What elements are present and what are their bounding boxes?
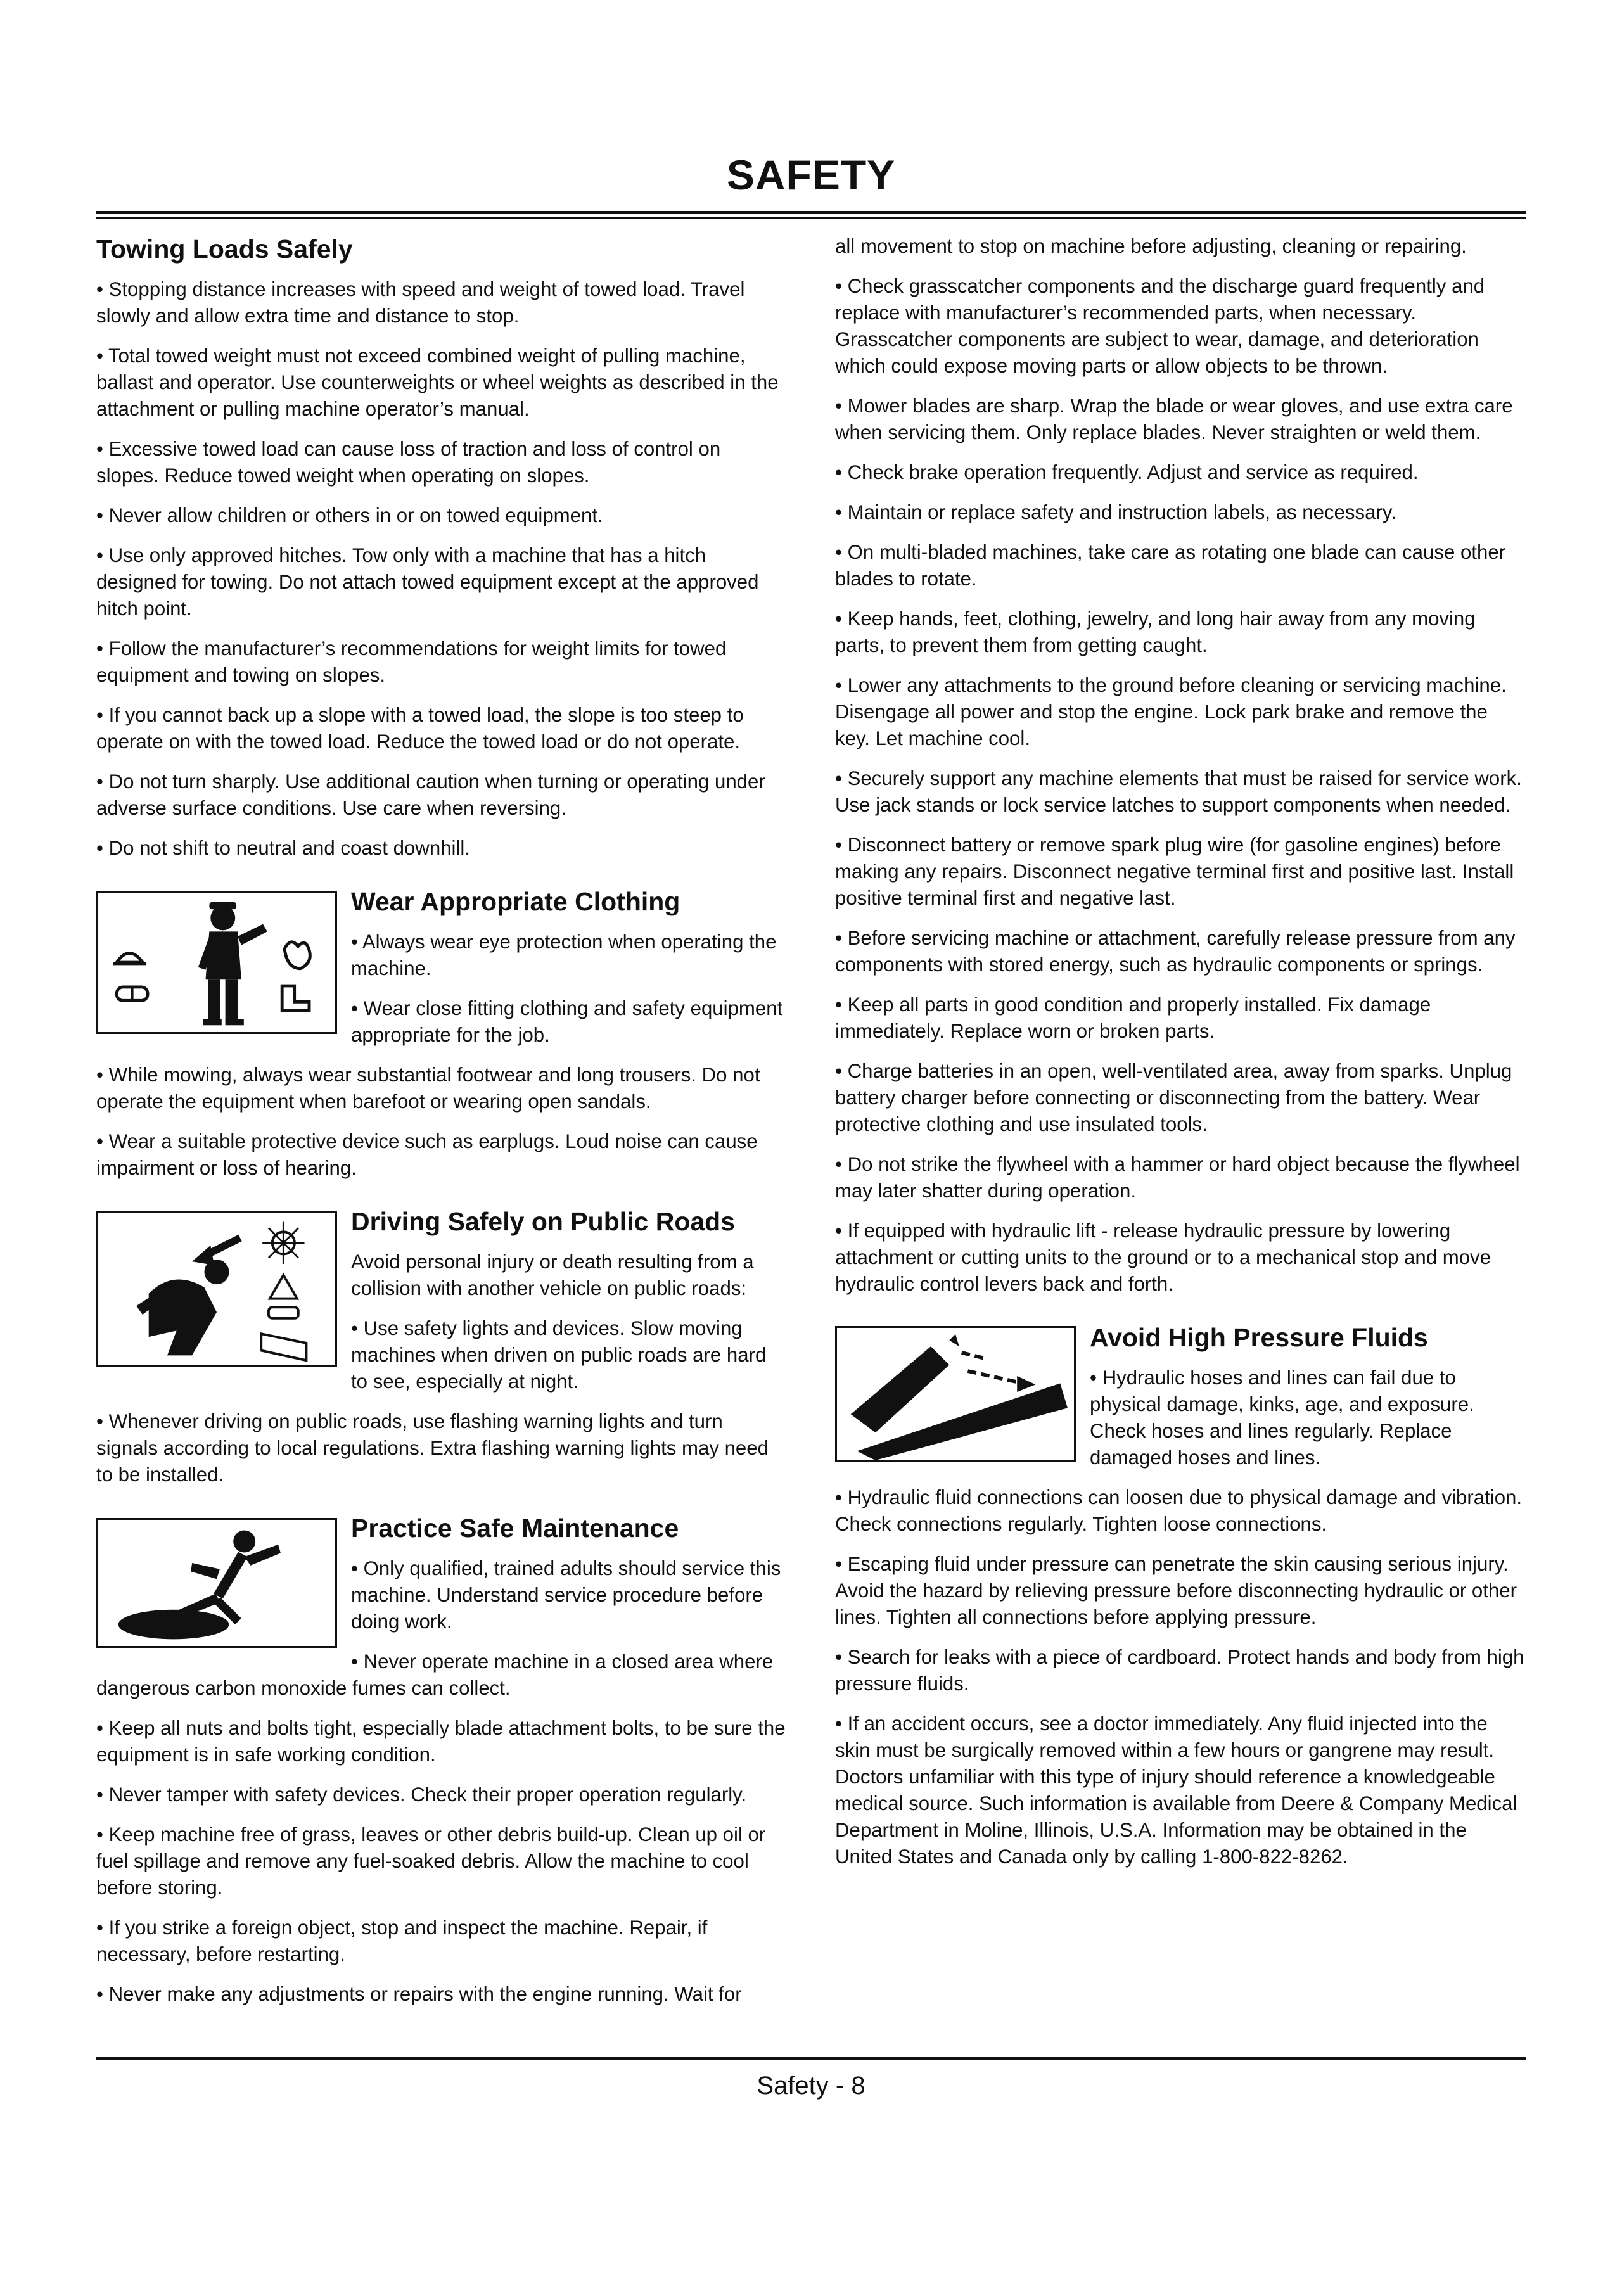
towing-item: • Follow the manufacturer’s recommendations for weight limits for towed equipment and towing on slopes. — [96, 637, 727, 686]
towing-item: • If you cannot back up a slope with a towed load, the slope is too steep to operate on with the towed load. Reduce the towed load or do not operate. — [96, 704, 744, 753]
maintenance-item: • On multi-bladed machines, take care as rotating one blade can cause other blades to rotate. — [835, 541, 1506, 590]
towing-item: • Use only approved hitches. Tow only with a machine that has a hitch designed for towing. Do not attach towed equipment except at the approved hitch point. — [96, 544, 759, 620]
fluids-item: • Hydraulic fluid connections can loosen due to physical damage and vibration. Check connections regularly. Tighten loose connections. — [835, 1486, 1523, 1535]
maintenance-item: • Keep all nuts and bolts tight, especially blade attachment bolts, to be sure the equipment is in safe working condition. — [96, 1717, 786, 1766]
clothing-item: • Always wear eye protection when operating the machine. — [351, 931, 777, 979]
maintenance-item: • Keep all parts in good condition and properly installed. Fix damage immediately. Replace worn or broken parts. — [835, 993, 1431, 1042]
maintenance-item: • Keep hands, feet, clothing, jewelry, and long hair away from any moving parts, to prevent them from getting caught. — [835, 608, 1476, 656]
maintenance-item: • Check grasscatcher components and the discharge guard frequently and replace with manufacturer’s recommended parts, when necessary. Grasscatcher components are subject to wear, damage, and deterioration which could expose moving parts or allow objects to be thrown. — [835, 275, 1485, 377]
maintenance-item: • Do not strike the flywheel with a hammer or hard object because the flywheel may later shatter during operation. — [835, 1153, 1520, 1202]
fluids-item: • If an accident occurs, see a doctor immediately. Any fluid injected into the skin must be surgically removed within a few hours or gangrene may result. Doctors unfamiliar with this type of injury should reference a knowledgeable medical source. Such information is available from Deere & Company Medical Department in Moline, Illinois, U.S.A. Information may be obtained in the United States and Canada only by calling 1-800-822-8262. — [835, 1712, 1517, 1868]
page-number: Safety - 8 — [757, 2072, 865, 2100]
roads-intro: Avoid personal injury or death resulting from a collision with another vehicle on public roads: — [351, 1251, 754, 1299]
road-safety-icon — [96, 1211, 337, 1367]
maintenance-item: • Never tamper with safety devices. Check their proper operation regularly. — [96, 1783, 747, 1806]
towing-heading: Towing Loads Safely — [96, 234, 353, 264]
clothing-item: • Wear close fitting clothing and safety equipment appropriate for the job. — [351, 997, 783, 1046]
towing-item: • Total towed weight must not exceed combined weight of pulling machine, ballast and operator. Use counterweights or wheel weights as described in the attachment or pulling machine operator’s manual. — [96, 345, 779, 420]
maintenance-item: • Disconnect battery or remove spark plug wire (for gasoline engines) before making any repairs. Disconnect negative terminal first and positive last. Install positive terminal first and negative last. — [835, 834, 1514, 909]
protective-clothing-icon — [96, 891, 337, 1034]
fluids-item: • Escaping fluid under pressure can penetrate the skin causing serious injury. Avoid the hazard by relieving pressure before disconnecting hydraulic or other lines. Tighten all connections before applying pressure. — [835, 1553, 1517, 1628]
clothing-item: • Wear a suitable protective device such as earplugs. Loud noise can cause impairment or loss of hearing. — [96, 1130, 758, 1179]
page-title: SAFETY — [726, 151, 896, 198]
maintenance-item: • If equipped with hydraulic lift - release hydraulic pressure by lowering attachment or cutting units to the ground or to a mechanical stop and move hydraulic control levers back and forth. — [835, 1220, 1491, 1295]
towing-item: • Do not turn sharply. Use additional caution when turning or operating under adverse surface conditions. Use care when reversing. — [96, 770, 765, 819]
footer-rule — [96, 2057, 1526, 2060]
maintenance-item: • Never operate machine in a closed area where dangerous carbon monoxide fumes can collect. — [96, 1650, 774, 1699]
maintenance-item: • Before servicing machine or attachment, carefully release pressure from any components with stored energy, such as hydraulic components or springs. — [835, 927, 1516, 976]
maintenance-item: • Charge batteries in an open, well-ventilated area, away from sparks. Unplug battery charger before connecting or disconnecting from the battery. Wear protective clothing and use insulated tools. — [835, 1060, 1512, 1135]
high-pressure-fluid-icon — [835, 1326, 1076, 1462]
maintenance-item: • Keep machine free of grass, leaves or other debris build-up. Clean up oil or fuel spillage and remove any fuel-soaked debris. Allow the machine to cool before storing. — [96, 1823, 766, 1899]
maintenance-item: all movement to stop on machine before adjusting, cleaning or repairing. — [835, 235, 1467, 257]
maintenance-item: • Securely support any machine elements that must be raised for service work. Use jack stands or lock service latches to support components when needed. — [835, 767, 1522, 816]
right-column — [835, 233, 1526, 1884]
fluids-heading: Avoid High Pressure Fluids — [1090, 1323, 1428, 1352]
clothing-heading: Wear Appropriate Clothing — [351, 887, 680, 916]
roads-heading: Driving Safely on Public Roads — [351, 1207, 736, 1236]
maintenance-item: • If you strike a foreign object, stop and inspect the machine. Repair, if necessary, before restarting. — [96, 1917, 708, 1965]
towing-item: • Stopping distance increases with speed and weight of towed load. Travel slowly and allow extra time and distance to stop. — [96, 278, 745, 327]
fluids-item: • Search for leaks with a piece of cardboard. Protect hands and body from high pressure fluids. — [835, 1646, 1524, 1695]
roads-item: • Use safety lights and devices. Slow moving machines when driven on public roads are hard to see, especially at night. — [351, 1317, 767, 1393]
roads-item: • Whenever driving on public roads, use flashing warning lights and turn signals according to local regulations. Extra flashing warning lights may need to be installed. — [96, 1410, 769, 1486]
slip-hazard-icon — [96, 1518, 337, 1648]
maintenance-item: • Never make any adjustments or repairs with the engine running. Wait for — [96, 1983, 742, 2005]
left-column — [96, 233, 787, 2021]
maintenance-item: • Mower blades are sharp. Wrap the blade or wear gloves, and use extra care when servicing them. Only replace blades. Never straighten or weld them. — [835, 395, 1513, 443]
header-rule-thin — [96, 217, 1526, 219]
maintenance-item: • Maintain or replace safety and instruction labels, as necessary. — [835, 501, 1396, 523]
maintenance-item: • Lower any attachments to the ground before cleaning or servicing machine. Disengage all power and stop the engine. Lock park brake and remove the key. Let machine cool. — [835, 674, 1507, 749]
header-rule — [96, 211, 1526, 214]
clothing-item: • While mowing, always wear substantial footwear and long trousers. Do not operate the equipment when barefoot or wearing open sandals. — [96, 1064, 760, 1113]
maintenance-item: • Only qualified, trained adults should service this machine. Understand service procedure before doing work. — [351, 1557, 781, 1633]
maintenance-item: • Check brake operation frequently. Adjust and service as required. — [835, 461, 1419, 483]
towing-item: • Excessive towed load can cause loss of traction and loss of control on slopes. Reduce towed weight when operating on slopes. — [96, 438, 721, 487]
maintenance-heading: Practice Safe Maintenance — [351, 1514, 679, 1543]
towing-item: • Do not shift to neutral and coast downhill. — [96, 837, 470, 859]
towing-item: • Never allow children or others in or on towed equipment. — [96, 504, 603, 526]
fluids-item: • Hydraulic hoses and lines can fail due to physical damage, kinks, age, and exposure. Check hoses and lines regularly. Replace damaged hoses and lines. — [1090, 1367, 1474, 1469]
